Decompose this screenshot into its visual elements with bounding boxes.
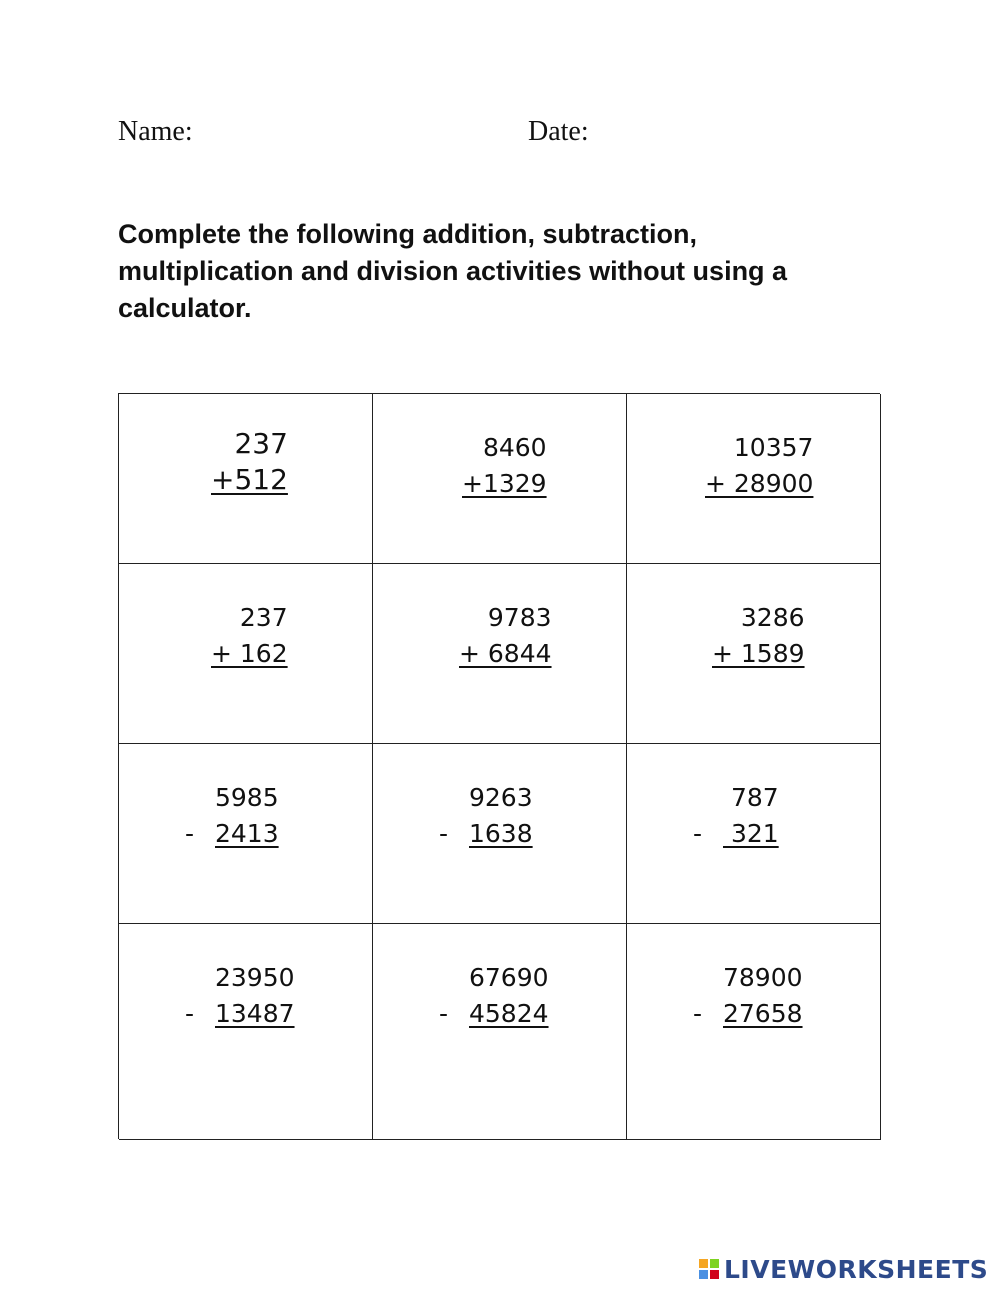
minus-sign: -: [439, 819, 449, 848]
instructions: Complete the following addition, subtraction, multiplication and division activities without using a calculator.: [118, 219, 788, 323]
problem-top: 3286: [740, 603, 805, 632]
problem-bottom: +1329: [462, 469, 547, 498]
problem-cell[interactable]: [119, 394, 373, 564]
problem-cell[interactable]: [119, 924, 373, 1140]
problem-top: 10357: [733, 433, 814, 462]
minus-sign: -: [185, 999, 195, 1028]
date-label: Date:: [528, 116, 589, 147]
problem-top: 9263: [469, 783, 533, 812]
problem-cell[interactable]: [627, 564, 881, 744]
problem-cell[interactable]: [373, 394, 627, 564]
minus-sign: -: [439, 999, 449, 1028]
problem-cell[interactable]: [627, 924, 881, 1140]
logo-square: [709, 1258, 720, 1269]
logo-square: [698, 1269, 709, 1280]
problem-cell[interactable]: [373, 564, 627, 744]
minus-sign: -: [693, 819, 703, 848]
problem-top: 237: [239, 603, 288, 632]
problem-bottom: + 1589: [712, 639, 805, 668]
problem-bottom: 27658: [723, 999, 803, 1028]
logo-text: LIVEWORKSHEETS: [724, 1254, 989, 1284]
problem-cell[interactable]: [373, 744, 627, 924]
problem-top: 787: [731, 783, 779, 812]
problem-bottom: 1638: [469, 819, 533, 848]
problem-bottom: +512: [211, 463, 288, 496]
problem-cell[interactable]: [119, 564, 373, 744]
problem-cell[interactable]: [627, 744, 881, 924]
problem-top: 5985: [215, 783, 279, 812]
problem-top: 67690: [469, 963, 549, 992]
problem-grid: [118, 393, 880, 1139]
problem-bottom: + 6844: [459, 639, 552, 668]
problem-bottom: + 28900: [705, 469, 814, 498]
problem-top: 23950: [215, 963, 295, 992]
problem-bottom: 321: [723, 819, 779, 848]
minus-sign: -: [693, 999, 703, 1028]
logo-square: [709, 1269, 720, 1280]
problem-bottom: 45824: [469, 999, 549, 1028]
problem-cell[interactable]: [627, 394, 881, 564]
minus-sign: -: [185, 819, 195, 848]
problem-top: 9783: [487, 603, 552, 632]
problem-top: 78900: [723, 963, 803, 992]
problem-bottom: 13487: [215, 999, 295, 1028]
logo-square: [698, 1258, 709, 1269]
problem-cell[interactable]: [373, 924, 627, 1140]
problem-bottom: 2413: [215, 819, 279, 848]
problem-top: 237: [234, 427, 288, 460]
problem-top: 8460: [482, 433, 547, 462]
liveworksheets-logo: [698, 1255, 988, 1283]
problem-cell[interactable]: [119, 744, 373, 924]
liveworksheets-logo-icon: [698, 1258, 720, 1280]
problem-bottom: + 162: [211, 639, 288, 668]
name-label: Name:: [118, 116, 193, 147]
